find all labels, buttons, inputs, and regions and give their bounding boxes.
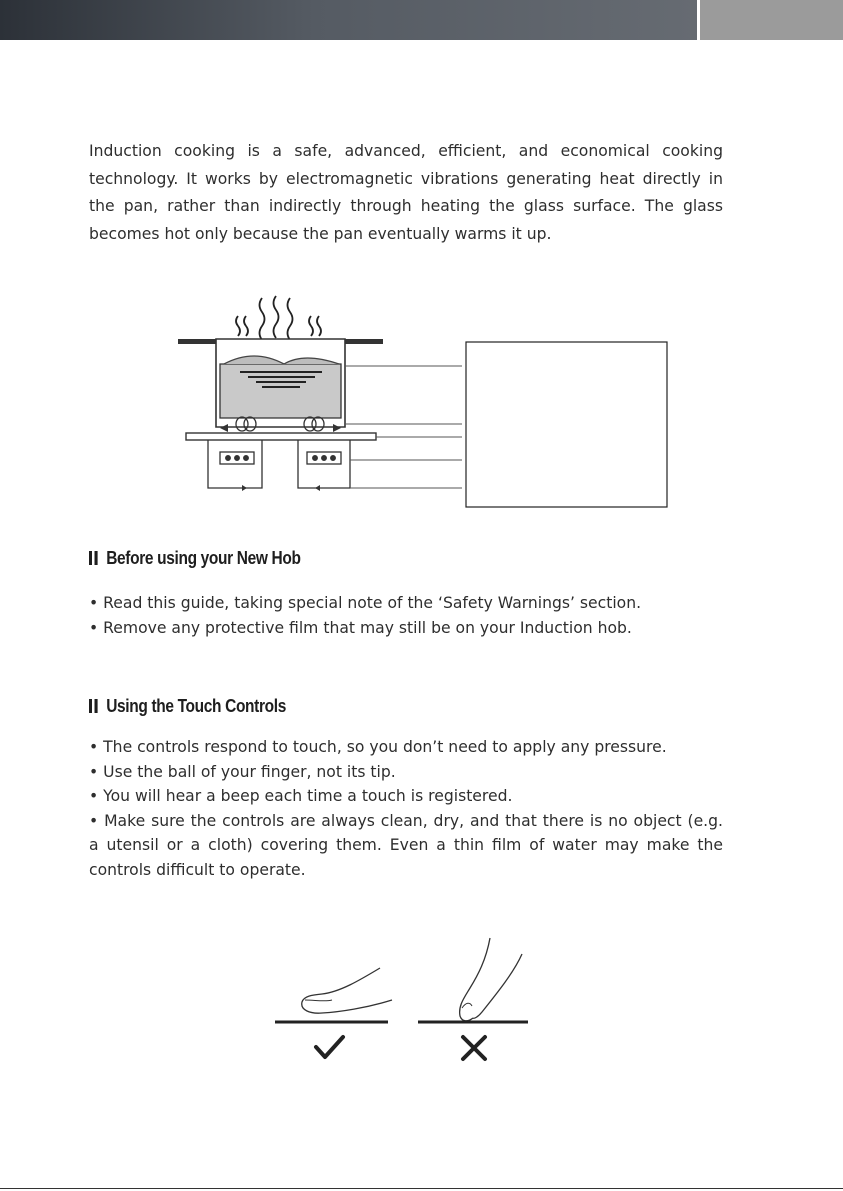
list-item: • You will hear a beep each time a touch is registered. xyxy=(89,787,513,805)
section-heading-before-using xyxy=(89,548,301,569)
intro-paragraph: Induction cooking is a safe, advanced, efficient, and economical cooking technology. It works by electromagnetic vibrations generating heat directly in the pan, rather than indirectly through heating the glass surface. The glass becomes hot only because the pan eventually warms it up. xyxy=(89,142,723,243)
heading-text: Before using your New Hob xyxy=(106,548,301,568)
before-using-list xyxy=(89,591,723,640)
list-item: • Use the ball of your finger, not its tip. xyxy=(89,762,396,781)
label-box xyxy=(466,342,667,507)
list-item: • Remove any protective film that may still be on your Induction hob. xyxy=(89,618,632,637)
touch-controls-list xyxy=(89,735,723,882)
heading-text: Using the Touch Controls xyxy=(106,696,286,716)
check-icon xyxy=(316,1037,343,1057)
cross-icon xyxy=(463,1037,485,1059)
list-item: • The controls respond to touch, so you don’t need to apply any pressure. xyxy=(89,738,667,756)
heading-marker-icon xyxy=(89,699,98,713)
finger-touch-figure xyxy=(270,930,540,1075)
header-bar xyxy=(0,0,697,40)
pan-icon xyxy=(178,339,383,427)
induction-hob-diagram xyxy=(170,288,680,513)
electronics-unit-icon xyxy=(208,440,350,491)
finger-tip-icon xyxy=(460,938,522,1021)
list-item: • Read this guide, taking special note of the ‘Safety Warnings’ section. xyxy=(89,594,642,612)
section-heading-touch-controls xyxy=(89,696,286,717)
steam-lines-icon xyxy=(236,296,321,340)
list-item: • Make sure the controls are always clean, dry, and that there is no object (e.g. a utensil or a cloth) covering them. Even a thin film of water may make the controls difficult to operate. xyxy=(89,811,723,879)
header-tab xyxy=(700,0,843,40)
heading-marker-icon xyxy=(89,551,98,565)
callout-lines xyxy=(345,366,462,488)
glass-plate xyxy=(186,433,376,440)
bottom-rule xyxy=(0,1188,843,1189)
finger-flat-icon xyxy=(302,968,392,1013)
